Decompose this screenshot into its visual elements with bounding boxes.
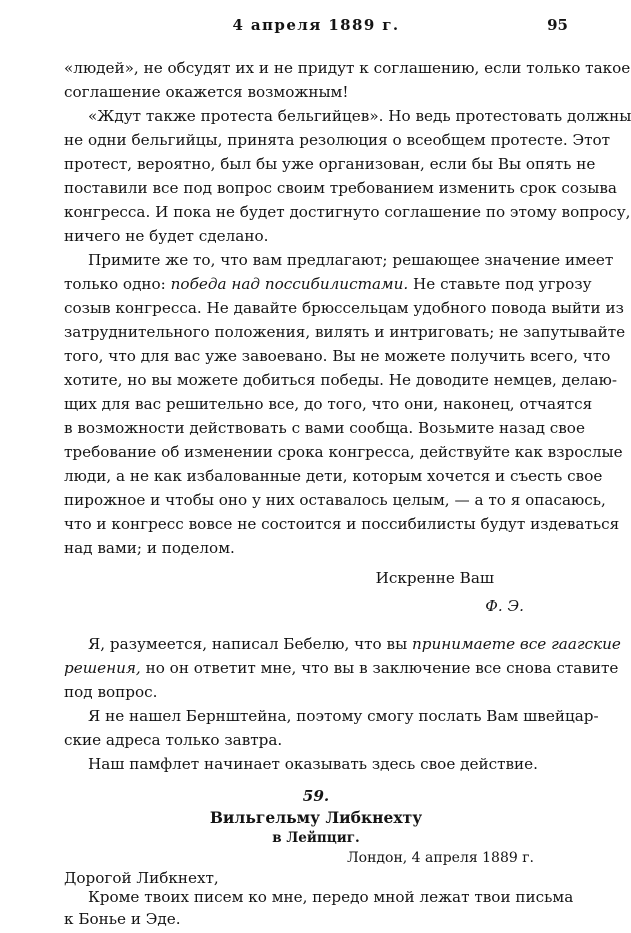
running-header [64,16,568,38]
text-line: хотите, но вы можете добиться победы. Не доводите немцев, делаю- [64,371,618,389]
text-line: не одни бельгийцы, принята резолюция о всеобщем протесте. Этот [64,131,611,149]
text-line: требование об изменении срока конгресса, действуйте как взрослые [64,443,623,461]
text-line: «Ждут также протеста бельгийцев». Но ведь протестовать должны [88,107,631,125]
text-line: созыв конгресса. Не давайте брюссельцам удобного повода выйти из [64,299,624,317]
text-line: Наш памфлет начинает оказывать здесь свое действие. [88,755,538,773]
text-line: щих для вас решительно все, до того, что они, наконец, отчаятся [64,395,593,413]
text-line: люди, а не как избалованные дети, которым хочется и съесть свое [64,467,603,485]
text-line: протест, вероятно, был бы уже организован, если бы Вы опять не [64,155,596,173]
text-line: «людей», не обсудят их и не придут к соглашению, если только такое [64,59,631,77]
text-line: над вами; и поделом. [64,539,235,557]
dateline: Лондон, 4 апреля 1889 г. [346,850,534,866]
text-line: Примите же то, что вам предлагают; решающее значение имеет [88,251,614,269]
text-run: Я, разумеется, написал Бебелю, что вы [88,635,412,653]
text-line: что и конгресс вовсе не состоится и поссибилисты будут издеваться [64,515,620,533]
text-run: но он ответит мне, что вы в заключение все снова ставите [140,659,619,677]
emphasis-text: принимаете все гаагские [412,635,621,653]
letter-recipient: Вильгельму Либкнехту [209,808,423,827]
text-line: к Бонье и Эде. [64,910,181,928]
letter-closing: Искренне Ваш [375,569,494,587]
page-number: 95 [547,16,568,34]
text-line: конгресса. И пока не будет достигнуто соглашение по этому вопросу, [64,203,631,221]
text-run: только одно: [64,275,171,293]
salutation: Дорогой Либкнехт, [64,869,219,887]
text-line: того, что для вас уже завоевано. Вы не можете получить всего, что [64,347,611,365]
text-line-mixed [64,632,621,656]
text-line: ничего не будет сделано. [64,227,269,245]
text-line: поставили все под вопрос своим требованием изменить срок созыва [64,179,617,197]
text-line: Кроме твоих писем ко мне, передо мной лежат твои письма [88,888,574,906]
text-line: пирожное и чтобы оно у них оставалось целым, — а то я опасаюсь, [64,491,606,509]
text-line-mixed [64,272,592,296]
text-line: затруднительного положения, вилять и интриговать; не запутывайте [64,323,626,341]
text-line: под вопрос. [64,683,158,701]
text-run: Не ставьте под угрозу [408,275,592,293]
emphasis-text: победа над поссибилистами. [170,275,409,293]
signature: Ф. Э. [485,597,524,615]
emphasis-text: решения, [64,659,141,677]
text-line: соглашение окажется возможным! [64,83,349,101]
letter-destination: в Лейпциг. [272,830,360,846]
letter-number: 59. [302,787,330,805]
header-date: 4 апреля 1889 г. [232,16,400,34]
text-line: Я не нашел Бернштейна, поэтому смогу послать Вам швейцар- [88,707,599,725]
text-line-mixed [64,656,619,680]
text-line: в возможности действовать с вами сообща. Возьмите назад свое [64,419,585,437]
text-line: ские адреса только завтра. [64,731,283,749]
